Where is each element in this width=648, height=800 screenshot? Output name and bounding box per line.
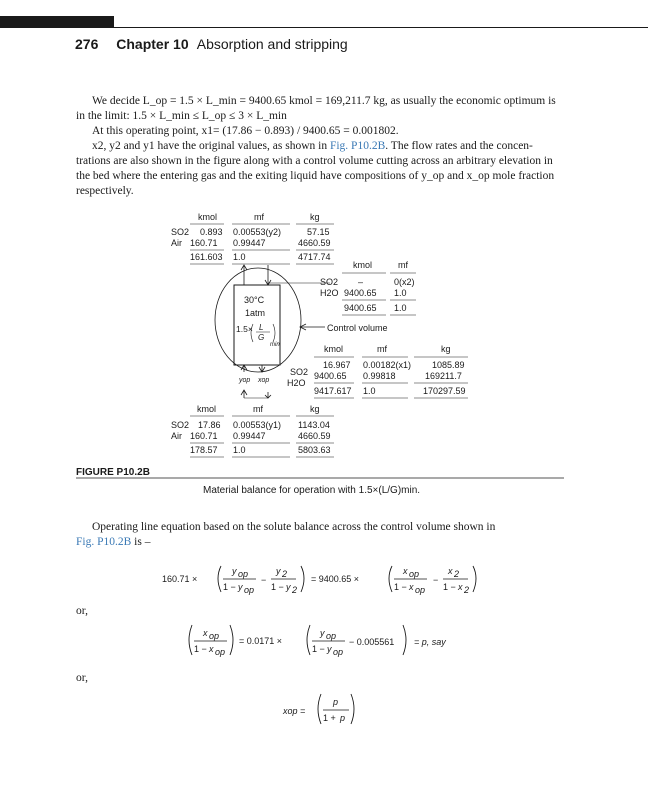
table-cell: SO2 (171, 227, 190, 237)
page-header (75, 36, 348, 52)
table-cell: 16.967 (323, 360, 351, 370)
frac-den: 1 − (443, 582, 456, 592)
table-header: mf (253, 404, 263, 414)
table-cell: 1085.89 (432, 360, 465, 370)
eq3-left: xop = (283, 706, 306, 716)
frac-den-y: y (286, 582, 291, 592)
table-cell: 9400.65 (344, 303, 377, 313)
frac-den-x: x (209, 644, 214, 654)
top-gas-table (171, 212, 334, 264)
column-pressure: 1atm (245, 308, 266, 318)
text-line: We decide L_op = 1.5 × L_min = 9400.65 kmol = 169,211.7 kg, as usually the economic optimum is (92, 95, 556, 107)
text-line (76, 139, 564, 154)
frac-den-x: x (409, 582, 414, 592)
text-line (76, 535, 564, 550)
frac-den-sub: 2 (464, 585, 470, 595)
table-header: kmol (198, 212, 218, 222)
table-cell: H2O (287, 378, 306, 388)
frac-sub: 2 (282, 569, 288, 579)
ratio-min: min (270, 342, 280, 348)
table-cell: 0.99447 (233, 431, 266, 441)
table-cell: 0.99818 (363, 371, 396, 381)
frac-den: 1 + (323, 713, 336, 723)
frac-den-y: y (238, 582, 243, 592)
bottom-liquid-table (287, 344, 468, 398)
eq2-right: = p, say (414, 637, 446, 647)
y-op-label: yop (239, 377, 251, 384)
column-ratio-prefix: 1.5× (236, 324, 253, 334)
table-cell: – (358, 277, 364, 287)
frac-den: 1 − (223, 582, 236, 592)
table-header: kmol (197, 404, 217, 414)
text-line: trations are also shown in the figure along with a control volume cutting across an arbitrary elevation in (76, 155, 553, 167)
table-cell: SO2 (290, 367, 309, 377)
absorption-column (215, 265, 388, 398)
frac-sub: op (238, 569, 249, 579)
table-header: kg (310, 212, 320, 222)
table-cell: 1.0 (363, 386, 376, 396)
table-cell: Air (171, 431, 182, 441)
frac-num: x (448, 566, 453, 576)
frac-num: y (276, 566, 281, 576)
frac-den: 1 − (194, 644, 207, 654)
frac-num: x (403, 566, 408, 576)
table-cell: 1.0 (394, 288, 407, 298)
text-line: in the limit: 1.5 × L_min ≤ L_op ≤ 3 × L_min (76, 110, 287, 122)
table-header: kg (441, 344, 451, 354)
table-cell: 4660.59 (298, 238, 331, 248)
text-span: x2, y2 and y1 have the original values, as shown in (92, 140, 330, 152)
frac-den-sub: op (215, 647, 226, 657)
figure-link[interactable]: Fig. P10.2B (76, 536, 132, 548)
chapter-label: Chapter 10 (116, 36, 189, 52)
text-line: Operating line equation based on the solute balance across the control volume shown in (92, 521, 496, 533)
figure-caption: Material balance for operation with 1.5×(L/G)min. (203, 485, 421, 496)
table-header: kmol (324, 344, 344, 354)
table-cell: 0.00182(x1) (363, 360, 412, 370)
table-cell: 4717.74 (298, 252, 331, 262)
eq1-mid: = 9400.65 × (311, 574, 360, 584)
equation-3 (282, 694, 354, 724)
frac-den: 1 − (394, 582, 407, 592)
minus-sign: − (261, 575, 267, 585)
frac-den-x: x (458, 582, 463, 592)
frac-den-sub: 2 (292, 585, 298, 595)
table-cell: 1143.04 (298, 420, 330, 430)
paragraph-operating (76, 520, 564, 550)
frac-den-y: y (327, 644, 332, 654)
ratio-L: L (259, 323, 264, 332)
table-cell: 1.0 (233, 445, 246, 455)
table-cell: 17.86 (198, 420, 221, 430)
eq2-const: − 0.005561 (349, 637, 395, 647)
table-cell: SO2 (320, 277, 339, 287)
frac-num: y (232, 566, 237, 576)
table-header: kg (310, 404, 320, 414)
table-cell: 4660.59 (298, 431, 331, 441)
frac-den-sub: op (244, 585, 255, 595)
frac-sub: op (409, 569, 420, 579)
table-cell: 9417.617 (314, 386, 352, 396)
frac-den-p: p (340, 713, 346, 723)
paragraph-decision (76, 94, 564, 199)
text-span: . The flow rates and the concen- (385, 140, 533, 152)
frac-den-sub: op (415, 585, 426, 595)
table-cell: 57.15 (307, 227, 330, 237)
table-cell: H2O (320, 288, 339, 298)
frac-sub: op (209, 631, 220, 641)
frac-den-sub: op (333, 647, 344, 657)
text-line: At this operating point, x1= (17.86 − 0.893) / 9400.65 = 0.001802. (92, 125, 399, 137)
frac-num: y (320, 628, 325, 638)
table-cell: 0.893 (200, 227, 223, 237)
table-cell: 0.00553(y2) (233, 227, 282, 237)
column-temperature: 30°C (244, 295, 265, 305)
text-line: respectively. (76, 185, 134, 197)
table-cell: 0(x2) (394, 277, 415, 287)
frac-den: 1 − (312, 644, 325, 654)
figure-link[interactable]: Fig. P10.2B (329, 140, 386, 152)
or-label: or, (76, 672, 88, 684)
page-number: 276 (75, 36, 99, 52)
table-cell: 160.71 (190, 431, 218, 441)
frac-num: x (203, 628, 208, 638)
text-span: is – (131, 536, 151, 548)
frac-num: p (333, 697, 339, 707)
table-cell: 0.00553(y1) (233, 420, 282, 430)
table-cell: SO2 (171, 420, 190, 430)
minus-sign: − (433, 575, 439, 585)
table-cell: 170297.59 (423, 386, 466, 396)
table-cell: 178.57 (190, 445, 218, 455)
table-cell: 5803.63 (298, 445, 331, 455)
header-bar (0, 16, 114, 28)
or-label: or, (76, 605, 88, 617)
eq2-mid: = 0.0171 × (239, 636, 283, 646)
table-cell: 9400.65 (344, 288, 377, 298)
equation-1 (162, 566, 476, 595)
table-cell: 161.603 (190, 252, 223, 262)
bottom-gas-table (171, 404, 334, 457)
equation-2 (189, 625, 446, 657)
table-cell: 1.0 (394, 303, 407, 313)
control-volume-boundary (215, 268, 301, 372)
x-op-label: xop (258, 377, 270, 384)
frac-den: 1 − (271, 582, 284, 592)
chapter-title: Absorption and stripping (196, 36, 348, 52)
table-header: kmol (353, 260, 373, 270)
text-line: the bed where the entering gas and the exiting liquid have compositions of y_op and x_op mole fraction (76, 170, 555, 182)
top-liquid-table (320, 260, 416, 315)
table-header: mf (254, 212, 264, 222)
frac-sub: 2 (454, 569, 460, 579)
table-cell: 0.99447 (233, 238, 266, 248)
ratio-G: G (258, 333, 265, 342)
table-cell: 169211.7 (425, 371, 462, 381)
header-rule (114, 27, 648, 28)
table-cell: Air (171, 238, 182, 248)
table-cell: 1.0 (233, 252, 246, 262)
table-header: mf (398, 260, 408, 270)
table-cell: 9400.65 (314, 371, 347, 381)
eq1-left: 160.71 × (162, 574, 198, 584)
table-cell: 160.71 (190, 238, 218, 248)
frac-sub: op (326, 631, 337, 641)
table-header: mf (377, 344, 387, 354)
figure-label: FIGURE P10.2B (76, 467, 150, 478)
control-volume-label: Control volume (327, 323, 388, 333)
